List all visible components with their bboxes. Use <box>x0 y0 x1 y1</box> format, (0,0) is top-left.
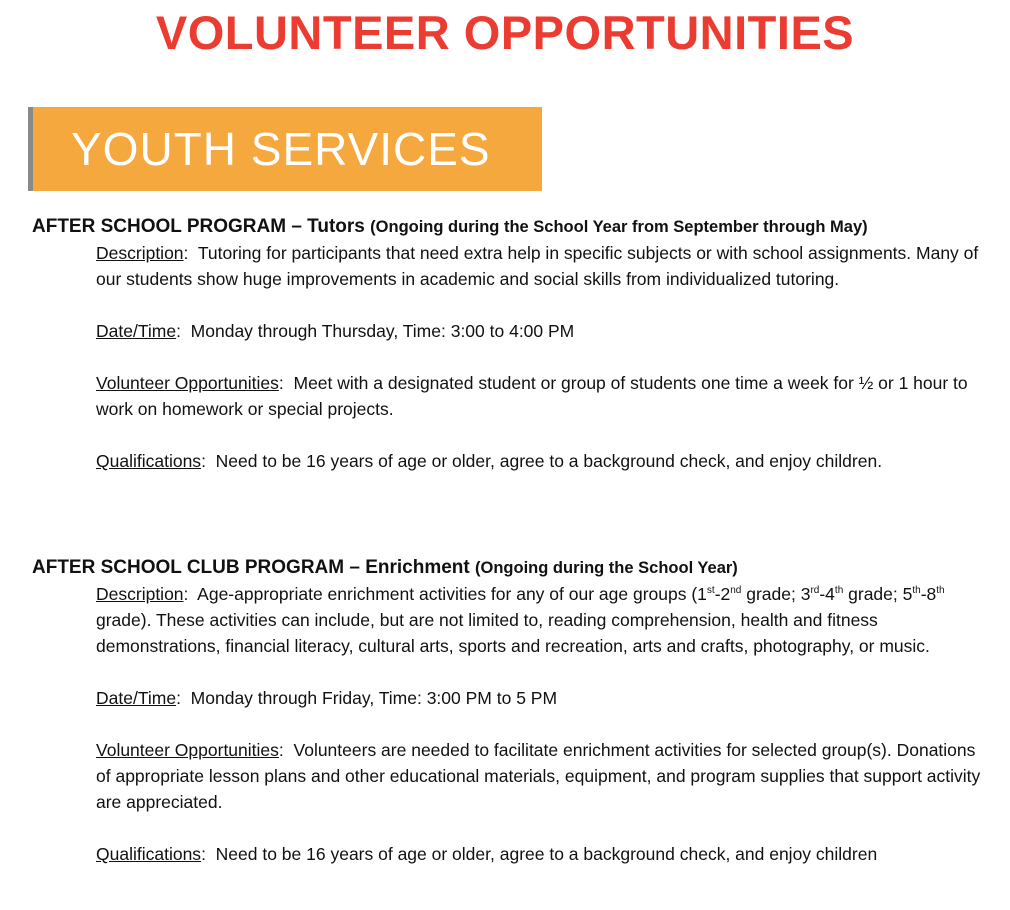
banner-title: YOUTH SERVICES <box>71 123 491 175</box>
program-heading <box>32 214 992 240</box>
program-tutors <box>32 214 992 474</box>
description-label: Description <box>96 243 184 263</box>
program-schedule-note: (Ongoing during the School Year from September through May) <box>370 218 868 236</box>
opportunities-label: Volunteer Opportunities <box>96 373 279 393</box>
program-enrichment <box>32 555 992 867</box>
qualifications-field: Qualifications: Need to be 16 years of age or older, agree to a background check, and enjoy children. <box>96 451 883 471</box>
description-field: Description: Age-appropriate enrichment activities for any of our age groups (1st-2nd grade; 3rd-4th grade; 5th-8th grade). These activities can include, but are not limited to, reading comprehension, health and fitness demonstrations, financial literacy, cultural arts, sports and recreation, arts and crafts, photography, or music. <box>96 584 945 656</box>
qualifications-field: Qualifications: Need to be 16 years of age or older, agree to a background check, and enjoy children <box>96 844 878 864</box>
qualifications-label: Qualifications <box>96 844 202 864</box>
opportunities-field: Volunteer Opportunities: Volunteers are needed to facilitate enrichment activities for selected group(s). Donations of appropriate lesson plans and other educational materials, equipment, and program supplies that support activity are appreciated. <box>96 740 981 812</box>
program-schedule-note: (Ongoing during the School Year) <box>475 559 738 577</box>
description-label: Description <box>96 584 184 604</box>
qualifications-text: Need to be 16 years of age or older, agree to a background check, and enjoy children <box>215 844 878 864</box>
datetime-label: Date/Time <box>96 321 177 341</box>
qualifications-text: Need to be 16 years of age or older, agree to a background check, and enjoy children. <box>215 451 883 471</box>
section-banner <box>28 107 542 191</box>
description-text: Age-appropriate enrichment activities for any of our age groups (1st-2nd grade; 3rd-4th grade; 5th-8th grade). These activities can include, but are not limited to, reading comprehension, health and fitness demonstrations, financial literacy, cultural arts, sports and recreation, arts and crafts, photography, or music. <box>96 584 945 656</box>
opportunities-label: Volunteer Opportunities <box>96 740 279 760</box>
opportunities-field: Volunteer Opportunities: Meet with a designated student or group of students one time a week for ½ or 1 hour to work on homework or special projects. <box>96 373 968 419</box>
qualifications-label: Qualifications <box>96 451 202 471</box>
program-title: AFTER SCHOOL CLUB PROGRAM – Enrichment <box>32 557 470 578</box>
opportunities-text: Meet with a designated student or group of students one time a week for ½ or 1 hour to work on homework or special projects. <box>96 373 968 419</box>
datetime-field: Date/Time: Monday through Friday, Time: 3:00 PM to 5 PM <box>96 688 558 708</box>
datetime-label: Date/Time <box>96 688 177 708</box>
page-title: VOLUNTEER OPPORTUNITIES <box>155 6 855 59</box>
description-field: Description: Tutoring for participants that need extra help in specific subjects or with school assignments. Many of our students show huge improvements in academic and social skills from individualized tutoring. <box>96 243 979 289</box>
program-heading <box>32 555 992 581</box>
datetime-text: Monday through Friday, Time: 3:00 PM to 5 PM <box>190 688 558 708</box>
description-text: Tutoring for participants that need extra help in specific subjects or with school assignments. Many of our students show huge improvements in academic and social skills from individualized tutoring. <box>96 243 979 289</box>
datetime-field: Date/Time: Monday through Thursday, Time: 3:00 to 4:00 PM <box>96 321 575 341</box>
program-title: AFTER SCHOOL PROGRAM – Tutors <box>32 216 365 237</box>
datetime-text: Monday through Thursday, Time: 3:00 to 4:00 PM <box>190 321 575 341</box>
opportunities-text: Volunteers are needed to facilitate enrichment activities for selected group(s). Donations of appropriate lesson plans and other educational materials, equipment, and program supplies that support activity are appreciated. <box>96 740 981 812</box>
